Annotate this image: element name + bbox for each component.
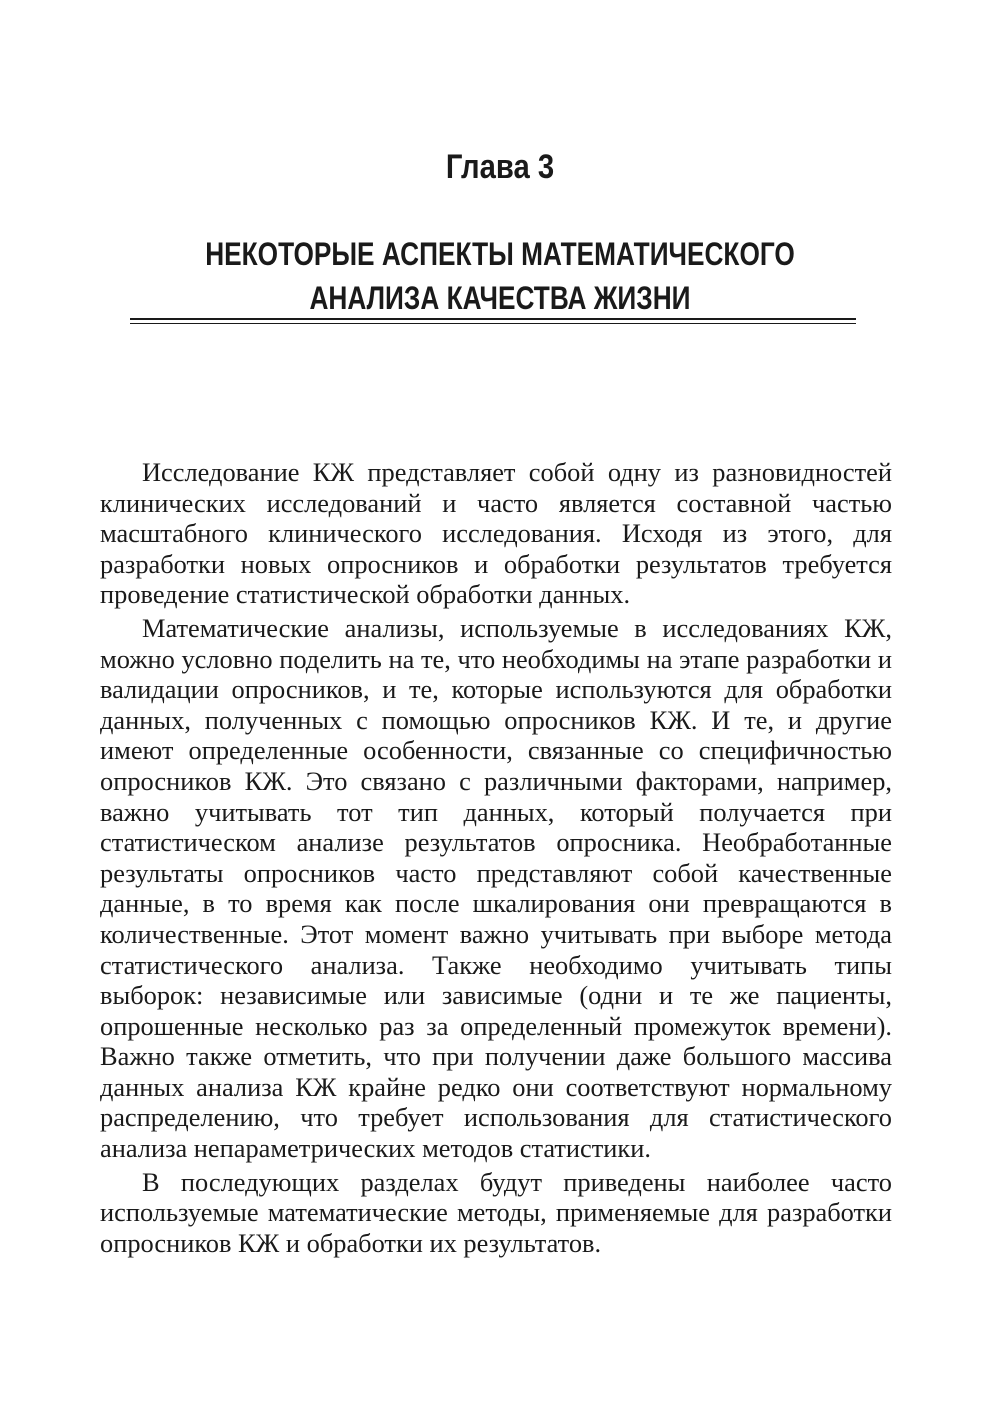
paragraph-1: Исследование КЖ представляет собой одну из разновидностей клинических исследований и часто является составной частью масштабного клинического исследования. Исходя из этого, для разработки новых опросников и обработки результатов требуется проведение статистической обработки данных. (100, 457, 892, 610)
chapter-title (90, 232, 910, 320)
chapter-title-line-2: АНАЛИЗА КАЧЕСТВА ЖИЗНИ (309, 280, 691, 316)
paragraph-2: Математические анализы, используемые в исследованиях КЖ, можно условно поделить на те, что необходимы на этапе разработки и валидации опросников, и те, которые используются для обработки данных, полученных с помощью опросников КЖ. И те, и другие имеют определенные особенности, связанные со специфичностью опросников КЖ. Это связано с различными факторами, например, важно учитывать тот тип данных, который получается при статистическом анализе результатов опросника. Необработанные результаты опросников часто представляют собой качественные данные, в то время как после шкалирования они превращаются в количественные. Этот момент важно учитывать при выборе метода статистического анализа. Также необходимо учитывать типы выборок: независимые или зависимые (одни и те же пациенты, опрошенные несколько раз за определенный промежуток времени). Важно также отметить, что при получении даже большого массива данных анализа КЖ крайне редко они соответствуют нормальному распределению, что требует использования для статистического анализа непараметрических методов статистики. (100, 612, 892, 1164)
chapter-title-line-1: НЕКОТОРЫЕ АСПЕКТЫ МАТЕМАТИЧЕСКОГО (205, 236, 795, 272)
chapter-label: Глава 3 (445, 148, 555, 186)
title-rule-thick (130, 318, 856, 320)
body-text (100, 457, 892, 1258)
paragraph-3: В последующих разделах будут приведены наиболее часто используемые математические методы, применяемые для разработки опросников КЖ и обработки их результатов. (100, 1166, 892, 1258)
title-rule-thin (130, 323, 856, 324)
